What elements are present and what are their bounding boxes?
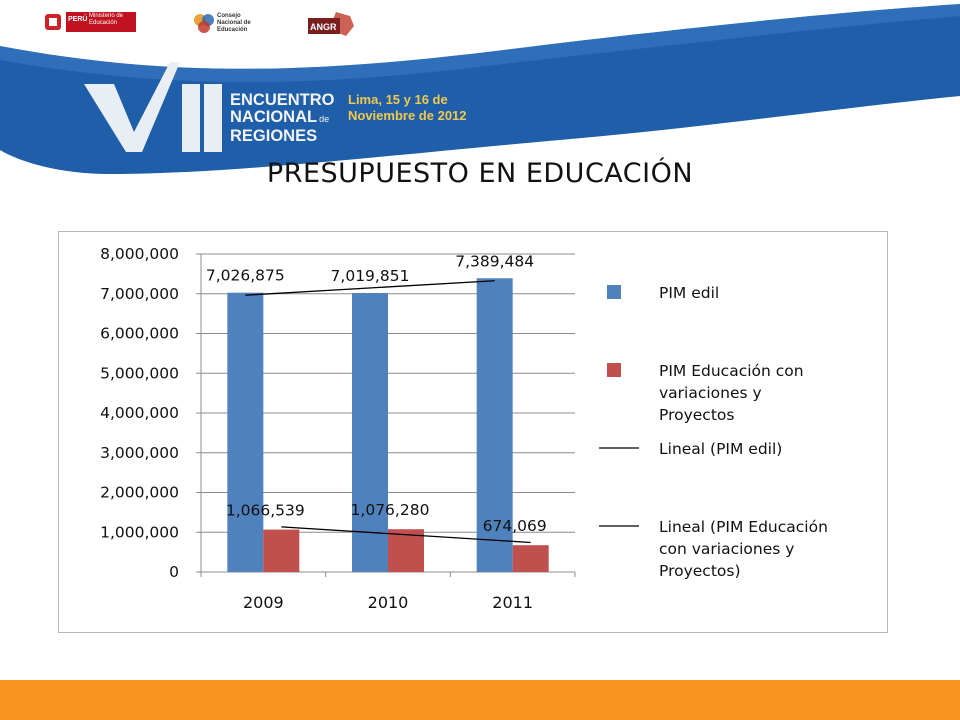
legend-label: PIM Educación con (659, 362, 804, 380)
peru-crest-icon (42, 10, 64, 34)
event-name-line2: NACIONAL (230, 108, 318, 126)
legend-label: Proyectos) (659, 562, 741, 580)
slide-title: PRESUPUESTO EN EDUCACIÓN (266, 158, 694, 189)
legend-label: con variaciones y (659, 540, 795, 558)
event-numeral-graphic (84, 62, 224, 154)
event-date-line1: Lima, 15 y 16 de (348, 92, 448, 107)
legend-swatch-pim-educacion (607, 363, 621, 377)
y-tick-label: 6,000,000 (100, 324, 179, 343)
logo-angr-text: ANGR (310, 22, 337, 32)
logo-peru-ministerio (42, 10, 137, 36)
y-tick-label: 5,000,000 (100, 364, 179, 383)
y-tick-label: 0 (169, 563, 179, 581)
y-tick-label: 2,000,000 (100, 483, 179, 502)
event-name-line1: ENCUENTRO (230, 91, 335, 109)
legend-label: variaciones y (659, 384, 762, 402)
event-name-line3: REGIONES (230, 127, 318, 145)
y-tick-label: 1,000,000 (100, 523, 179, 542)
data-label: 7,026,875 (205, 266, 285, 285)
legend-label: Lineal (PIM Educación (659, 518, 828, 536)
x-tick-label: 2009 (242, 593, 284, 612)
x-tick-label: 2010 (367, 593, 409, 612)
logo-ministerio-text: Ministerio de Educación (89, 13, 124, 26)
legend-label: Proyectos (659, 406, 735, 424)
bar-pim-educacion (513, 545, 549, 572)
y-tick-label: 7,000,000 (100, 284, 179, 303)
bar-pim-edil (352, 293, 388, 572)
data-label: 7,389,484 (455, 252, 535, 271)
footer-bar (0, 680, 960, 720)
y-tick-label: 3,000,000 (100, 443, 179, 462)
event-date (348, 92, 467, 124)
data-label: 7,019,851 (330, 266, 410, 285)
legend-label: PIM edil (659, 284, 720, 302)
chart-area (58, 231, 888, 633)
event-name-line2-wrap (230, 109, 335, 128)
y-tick-label: 4,000,000 (100, 404, 179, 422)
bar-pim-edil (227, 293, 263, 572)
cne-logo-icon (193, 10, 215, 34)
event-name-de: de (319, 114, 330, 124)
x-tick-label: 2011 (492, 593, 534, 612)
legend-label: Lineal (PIM edil) (659, 440, 783, 458)
data-label: 674,069 (482, 517, 547, 536)
event-date-line2: Noviembre de 2012 (348, 108, 467, 123)
chart-svg (59, 232, 887, 632)
logo-cne-text: Consejo Nacional de Educación (217, 13, 251, 33)
logo-angr (306, 10, 356, 36)
data-label: 1,066,539 (225, 501, 305, 520)
event-name (230, 92, 335, 145)
logo-peru-text: PERÚ (68, 16, 88, 23)
event-numeral (84, 62, 224, 154)
logo-cne (193, 10, 263, 36)
y-tick-label: 8,000,000 (100, 245, 179, 263)
legend-swatch-pim-edil (607, 285, 621, 299)
data-label: 1,076,280 (350, 501, 430, 520)
bar-pim-educacion (263, 530, 299, 572)
